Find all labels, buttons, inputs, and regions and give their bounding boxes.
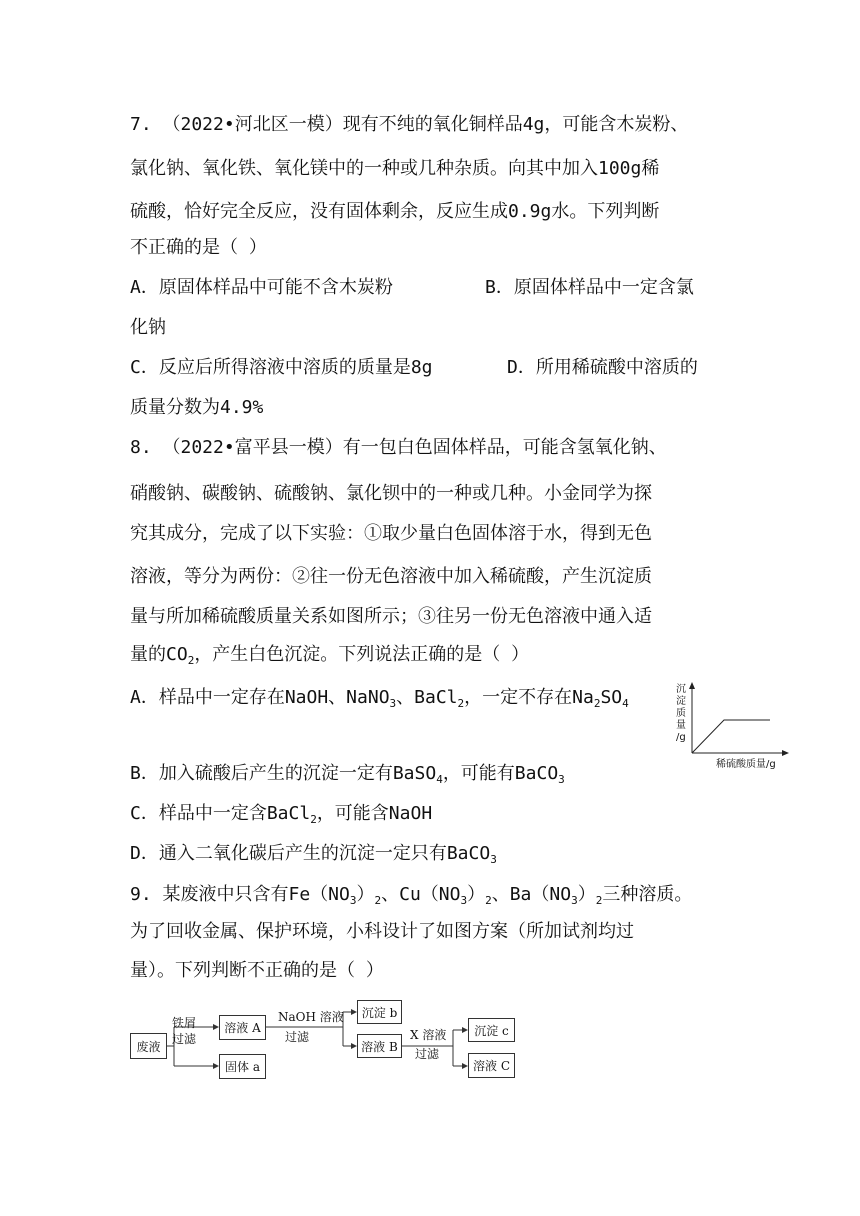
q7-option-a: A．原固体样品中可能不含木炭粉	[130, 277, 393, 298]
q7-line-4: 不正确的是（ ）	[130, 237, 267, 258]
solution-c-box: 溶液 C	[468, 1053, 515, 1078]
q7-line-2: 氯化钠、氧化铁、氧化镁中的一种或几种杂质。向其中加入100g稀	[130, 158, 660, 179]
graph-x-arrow	[782, 750, 789, 756]
q7-line-3: 硫酸，恰好完全反应，没有固体剩余，反应生成0.9g水。下列判断	[130, 201, 660, 222]
solution-b-box: 溶液 B	[357, 1034, 402, 1058]
graph-y-arrow	[689, 682, 695, 689]
q8-line-6: 量的$CO_2$，产生白色沉淀。下列说法正确的是（ ）	[130, 644, 530, 667]
q9-flow-diagram	[130, 1000, 530, 1090]
graph-y-label-5: /g	[676, 732, 686, 743]
q7-option-d-cont: 质量分数为4.9%	[130, 397, 264, 418]
q9-line-3: 量）。下列判断不正确的是（ ）	[130, 960, 384, 981]
precipitate-b-box: 沉淀 b	[357, 1000, 402, 1024]
q9-line-1: 9. 某废液中只含有$Fe(NO_3)_2$、$Cu(NO_3)_2$、$Ba(NO_3)_2$三种溶质。	[130, 884, 693, 907]
step1-process: 过滤	[172, 1032, 197, 1046]
solid-a-box: 固体 a	[219, 1054, 266, 1079]
q9-line-2: 为了回收金属、保护环境，小科设计了如图方案（所加试剂均过	[130, 921, 634, 942]
step2-reagent: NaOH 溶液	[278, 1010, 344, 1024]
graph-curve	[692, 720, 770, 753]
q8-option-c: C．样品中一定含BaCl$_2$，可能含NaOH	[130, 803, 433, 826]
precipitate-c-box: 沉淀 c	[468, 1018, 515, 1042]
solution-a-box: 溶液 A	[219, 1015, 266, 1040]
q7-line-1: 7. （2022•河北区一模）现有不纯的氧化铜样品4g，可能含木炭粉、	[130, 114, 689, 135]
q7-option-b: B．原固体样品中一定含氯	[485, 277, 694, 298]
waste-liquid-box: 废液	[130, 1033, 167, 1059]
q8-precipitate-graph	[672, 680, 792, 780]
q8-option-d: D．通入二氧化碳后产生的沉淀一定只有BaCO$_3$	[130, 843, 497, 866]
q8-line-3: 究其成分，完成了以下实验：①取少量白色固体溶于水，得到无色	[130, 523, 652, 544]
graph-y-label-2: 淀	[676, 696, 686, 707]
q7-option-c: C．反应后所得溶液中溶质的质量是8g	[130, 357, 433, 378]
q8-line-4: 溶液，等分为两份：②往一份无色溶液中加入稀硫酸，产生沉淀质	[130, 566, 652, 587]
step1-reagent: 铁屑	[172, 1016, 197, 1030]
q8-line-5: 量与所加稀硫酸质量关系如图所示；③往另一份无色溶液中通入适	[130, 606, 652, 627]
step2-process: 过滤	[285, 1030, 310, 1044]
q8-option-a: A．样品中一定存在NaOH、NaNO$_3$、BaCl$_2$，一定不存在$Na_2SO_4$	[130, 687, 629, 710]
q7-option-b-cont: 化钠	[130, 317, 166, 338]
graph-y-label-3: 质	[676, 708, 686, 719]
graph-x-label: 稀硫酸质量/g	[716, 759, 776, 770]
step3-process: 过滤	[415, 1047, 440, 1061]
graph-y-label-4: 量	[676, 720, 686, 731]
q7-option-d: D．所用稀硫酸中溶质的	[507, 357, 698, 378]
q8-option-b: B．加入硫酸后产生的沉淀一定有BaSO$_4$，可能有BaCO$_3$	[130, 763, 565, 786]
step3-reagent: X 溶液	[410, 1028, 447, 1042]
q8-line-2: 硝酸钠、碳酸钠、硫酸钠、氯化钡中的一种或几种。小金同学为探	[130, 483, 652, 504]
q8-line-1: 8. （2022•富平县一模）有一包白色固体样品，可能含氢氧化钠、	[130, 437, 667, 458]
graph-y-label-1: 沉	[676, 684, 686, 695]
